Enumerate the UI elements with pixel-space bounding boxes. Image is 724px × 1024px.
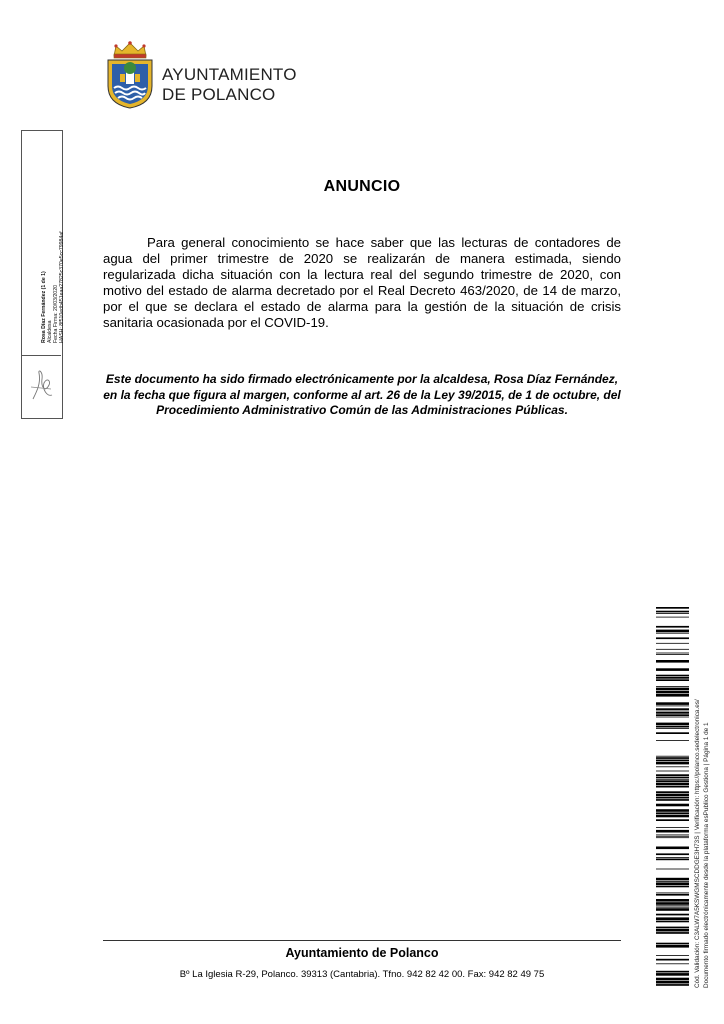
validation-barcode bbox=[656, 607, 689, 990]
organization-name bbox=[162, 65, 297, 105]
signature-hash: HASH: 8f510edb451eaa27825c370e5cc79984af bbox=[59, 231, 65, 343]
coat-of-arms-logo bbox=[104, 40, 156, 110]
signature-info bbox=[41, 231, 65, 343]
document-title: ANUNCIO bbox=[323, 178, 401, 195]
handwritten-signature-image bbox=[27, 365, 57, 403]
electronic-signature-note: Este documento ha sido firmado electrónicamente por la alcaldesa, Rosa Díaz Fernández, en la fecha que figura al margen, conforme al art. 26 de la Ley 39/2015, de 1 de octubre, del Procedimiento Administrativo Común de las Administraciones Públicas. bbox=[103, 372, 621, 417]
announcement-body bbox=[103, 235, 621, 331]
signer-role: Alcaldesa bbox=[47, 320, 53, 343]
signature-divider bbox=[21, 355, 61, 356]
announcement-paragraph: Para general conocimiento se hace saber que las lecturas de contadores de agua del primer trimestre de 2020 se realizarán de manera estimada, siendo regularizada dicha situación con la lectura real del segundo trimestre de 2020, con motivo del estado de alarma decretado por el Real Decreto 463/2020, de 14 de marzo, por el que se declara el estado de alarma para la gestión de la situación de crisis sanitaria ocasionada por el COVID-19. bbox=[103, 235, 621, 330]
signer-name: Rosa Díaz Fernández (1 de 1) bbox=[41, 271, 47, 343]
footer-address: Bº La Iglesia R-29, Polanco. 39313 (Cantabria). Tfno. 942 82 42 00. Fax: 942 82 49 75 bbox=[179, 969, 545, 980]
org-name-line1: AYUNTAMIENTO bbox=[162, 65, 297, 84]
footer-title: Ayuntamiento de Polanco bbox=[285, 946, 439, 960]
org-name-line2: DE POLANCO bbox=[162, 85, 276, 104]
verification-code: Cód. Validación: C3ALW7A5KSWGMSCDDGE3H73S | Verificación: https://polanco.sedelectronica.es/ bbox=[694, 699, 701, 988]
footer-divider bbox=[103, 940, 621, 941]
signature-date: Fecha Firma: 20/03/2020 bbox=[53, 285, 59, 343]
verification-platform: Documento firmado electrónicamente desde la plataforma esPublico Gestiona | Página 1 de 1 bbox=[703, 722, 710, 988]
verification-info bbox=[693, 699, 711, 988]
